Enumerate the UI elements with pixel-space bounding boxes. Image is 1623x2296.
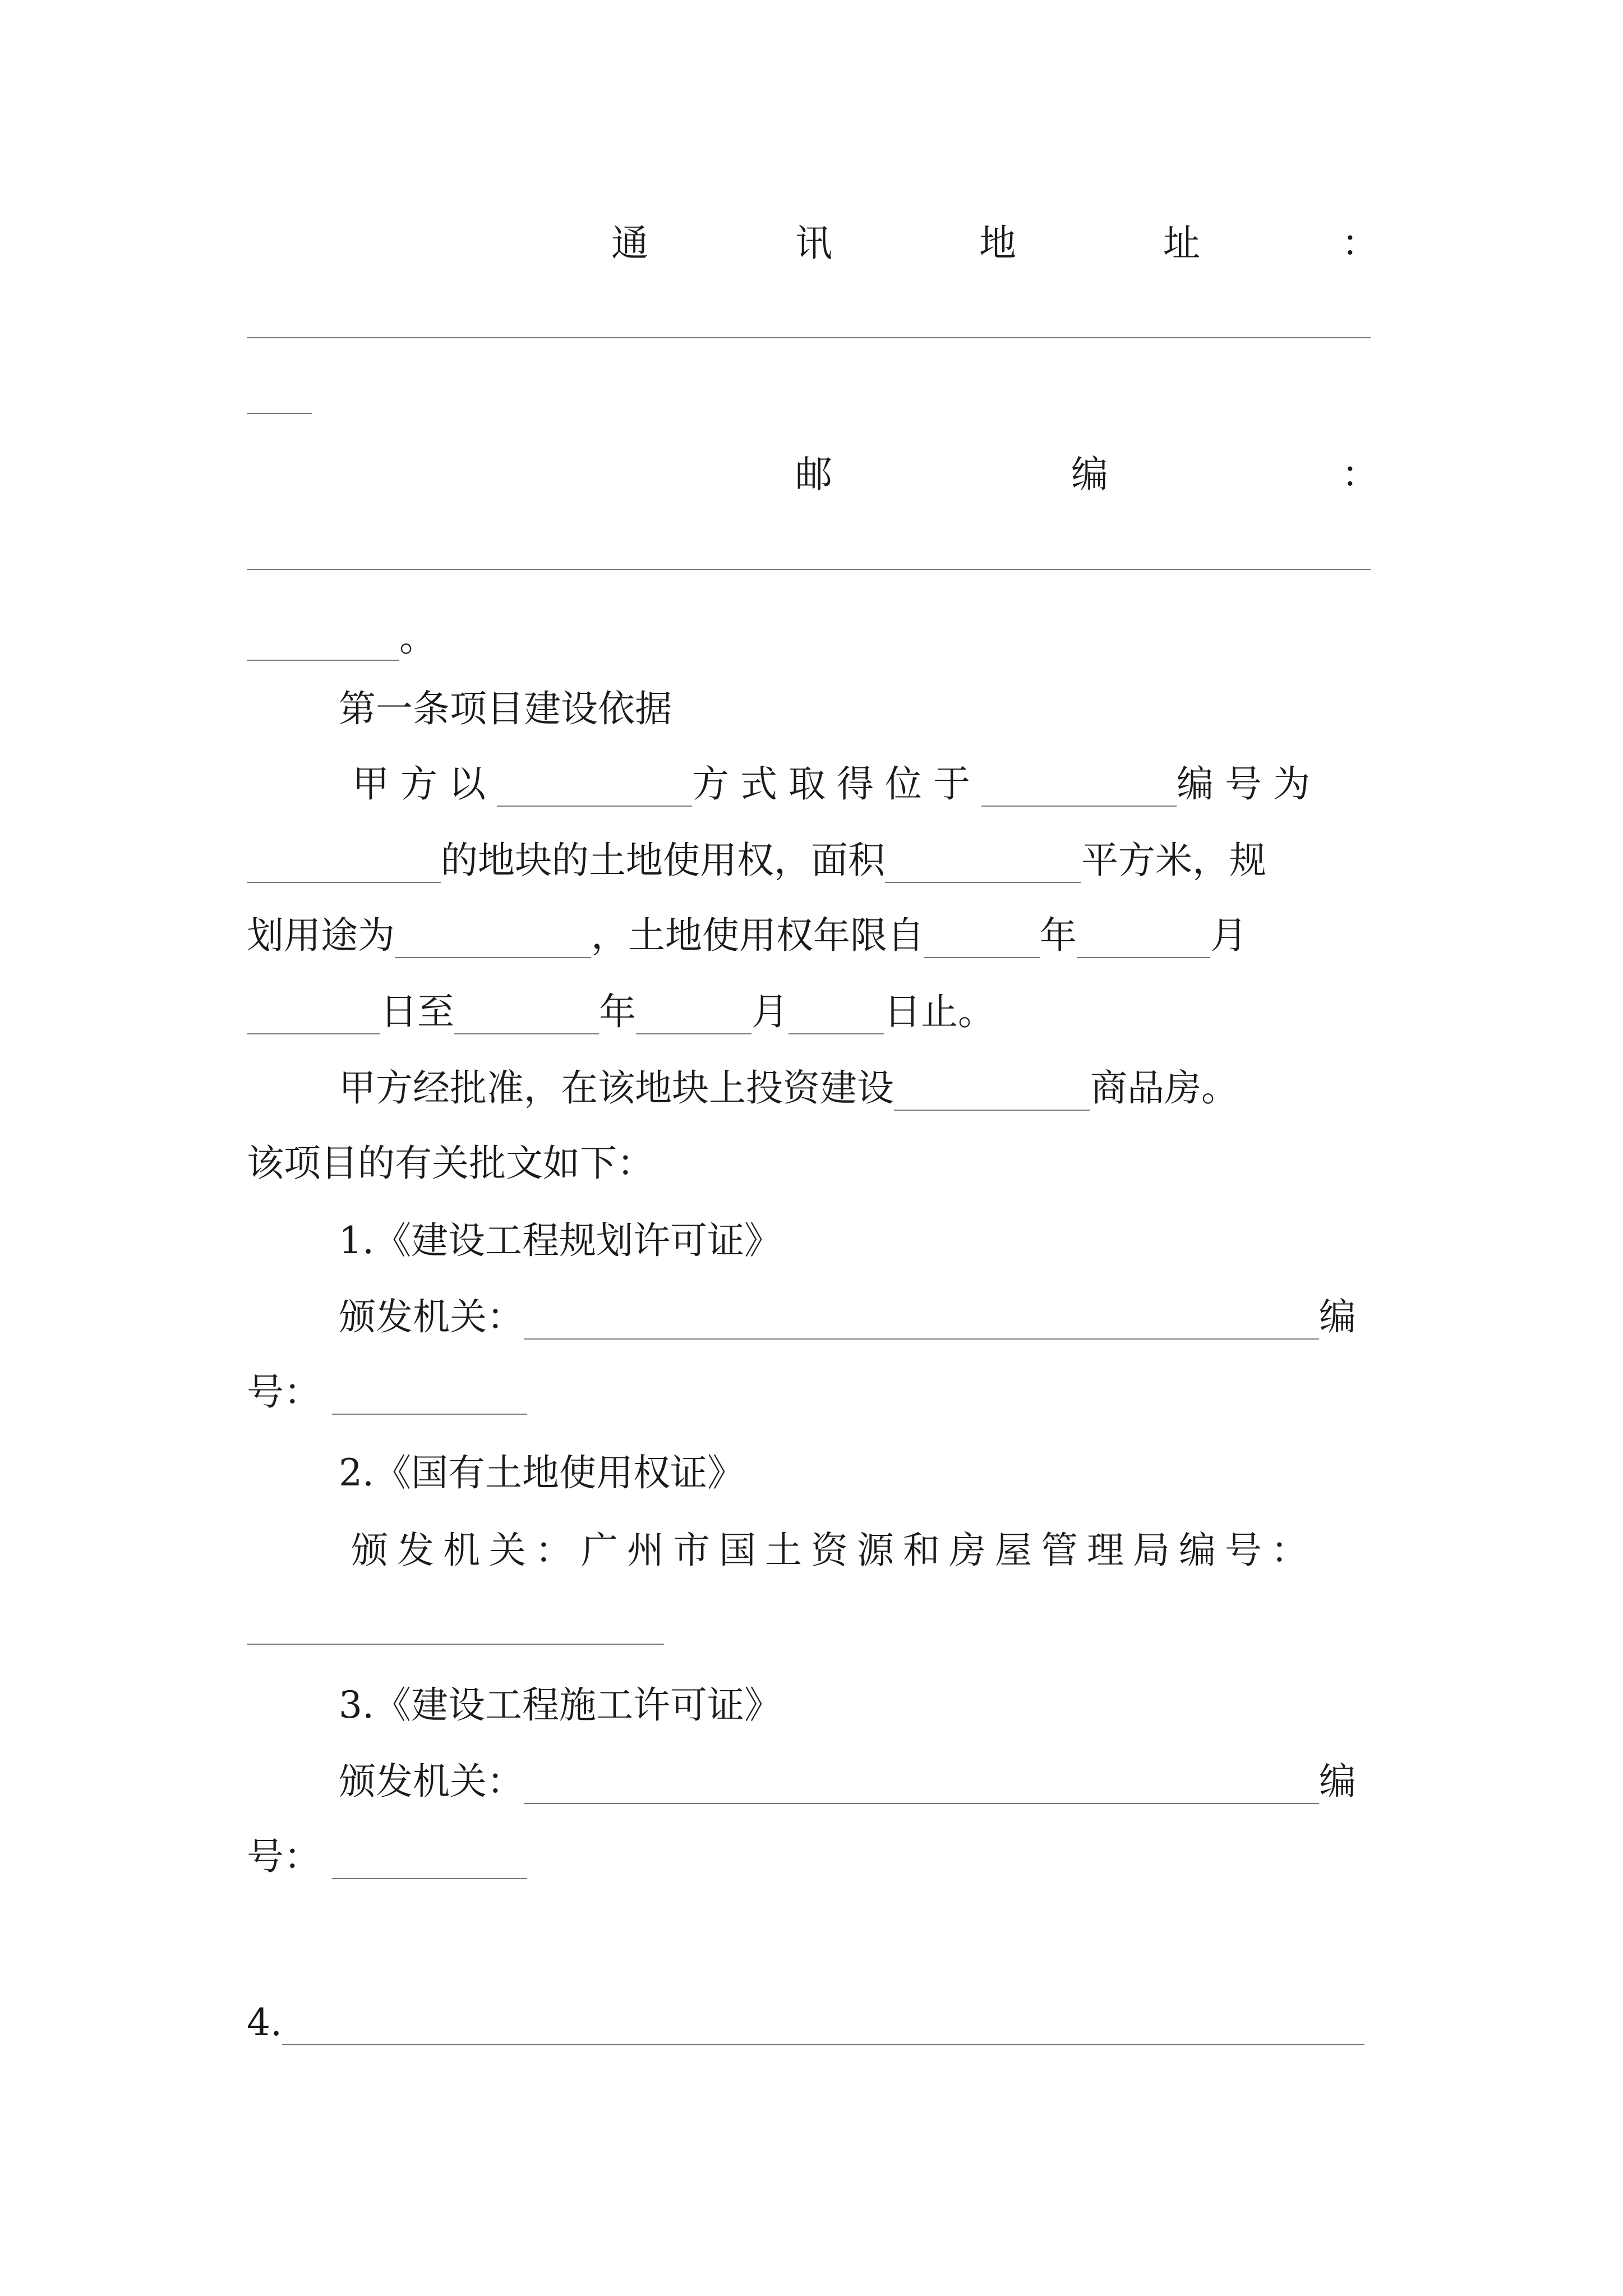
- address-char-1: 通: [611, 222, 648, 265]
- doc-1-number-label: 号：: [247, 1370, 321, 1414]
- doc-3-number-label: 号：: [247, 1835, 321, 1878]
- address-blank-line-2[interactable]: [247, 413, 312, 414]
- postcode-colon: ：: [1341, 453, 1378, 496]
- doc-4-line: [247, 2000, 1364, 2045]
- doc-1-number-line: [247, 1370, 527, 1415]
- area-blank[interactable]: [885, 847, 1081, 883]
- address-char-4: 址: [1163, 222, 1200, 265]
- p1-text-b: 方式取得位于: [692, 762, 981, 806]
- p1-line-3: [247, 913, 1247, 958]
- postcode-char-2: 编: [1071, 453, 1108, 496]
- start-day-blank[interactable]: [247, 999, 380, 1034]
- project-name-blank[interactable]: [894, 1075, 1090, 1111]
- p1-text-h: 年: [1040, 914, 1077, 957]
- acquisition-method-blank[interactable]: [497, 771, 692, 807]
- p1-line-4: [247, 990, 995, 1034]
- doc-4-title: 4.: [247, 2001, 282, 2044]
- p1-text-e: 平方米，规: [1081, 839, 1266, 882]
- doc-1-issuer-blank[interactable]: [524, 1304, 1319, 1340]
- postcode-blank-line-1[interactable]: [247, 569, 1371, 570]
- doc-3-number-prefix: 编: [1319, 1760, 1356, 1803]
- p1-text-l: 月: [751, 990, 789, 1033]
- location-blank[interactable]: [981, 771, 1177, 807]
- doc-3-issuer-blank[interactable]: [524, 1768, 1319, 1804]
- p2-text-b: 商品房。: [1090, 1066, 1238, 1110]
- postcode-line-2: [247, 616, 436, 661]
- address-blank-line-1[interactable]: [247, 337, 1371, 338]
- p2-line-1: [339, 1066, 1238, 1111]
- doc-4-blank[interactable]: [282, 2009, 1364, 2045]
- doc-1-number-prefix: 编: [1319, 1295, 1356, 1338]
- postcode-end-mark: 。: [399, 616, 436, 660]
- doc-1-issuer-line: [339, 1295, 1356, 1340]
- address-colon: ：: [1341, 222, 1378, 265]
- doc-2-title: 2.《国有土地使用权证》: [339, 1451, 744, 1494]
- doc-2-issuer-line: 颁发机关：广州市国土资源和房屋管理局编号：: [351, 1529, 1317, 1572]
- p1-text-m: 日止。: [884, 990, 995, 1033]
- doc-3-issuer-label: 颁发机关：: [339, 1760, 524, 1803]
- start-month-blank[interactable]: [1077, 922, 1210, 958]
- end-year-blank[interactable]: [454, 999, 599, 1034]
- p1-line-2: [247, 838, 1266, 883]
- postcode-char-1: 邮: [795, 453, 832, 496]
- p1-text-i: 月: [1210, 914, 1247, 957]
- p1-text-c: 编号为: [1177, 762, 1321, 806]
- article-1-title: 第一条项目建设依据: [339, 687, 672, 730]
- parcel-number-blank[interactable]: [247, 847, 441, 883]
- p1-text-d: 的地块的土地使用权，面积: [441, 839, 885, 882]
- doc-1-title: 1.《建设工程规划许可证》: [339, 1219, 781, 1262]
- postcode-blank-line-2[interactable]: [247, 625, 399, 661]
- end-day-blank[interactable]: [789, 999, 884, 1034]
- doc-3-issuer-line: [339, 1759, 1356, 1804]
- p1-text-j: 日至: [380, 990, 454, 1033]
- p2-text-a: 甲方经批准，在该地块上投资建设: [339, 1066, 894, 1110]
- doc-3-number-line: [247, 1834, 527, 1879]
- doc-3-number-blank[interactable]: [332, 1843, 527, 1879]
- address-char-3: 地: [979, 222, 1016, 265]
- start-year-blank[interactable]: [924, 922, 1040, 958]
- p1-text-a: 甲方以: [352, 762, 497, 806]
- doc-3-title: 3.《建设工程施工许可证》: [339, 1683, 781, 1727]
- doc-1-number-blank[interactable]: [332, 1379, 527, 1415]
- end-month-blank[interactable]: [636, 999, 751, 1034]
- p1-text-k: 年: [599, 990, 636, 1033]
- p1-text-f: 划用途为: [247, 914, 395, 957]
- doc-2-number-blank[interactable]: [247, 1644, 664, 1645]
- p2-line-2: 该项目的有关批文如下：: [247, 1142, 654, 1185]
- address-char-2: 讯: [795, 222, 832, 265]
- planned-use-blank[interactable]: [395, 922, 591, 958]
- p1-text-g: ，土地使用权年限自: [591, 914, 924, 957]
- p1-line-1: [352, 762, 1321, 807]
- doc-1-issuer-label: 颁发机关：: [339, 1295, 524, 1338]
